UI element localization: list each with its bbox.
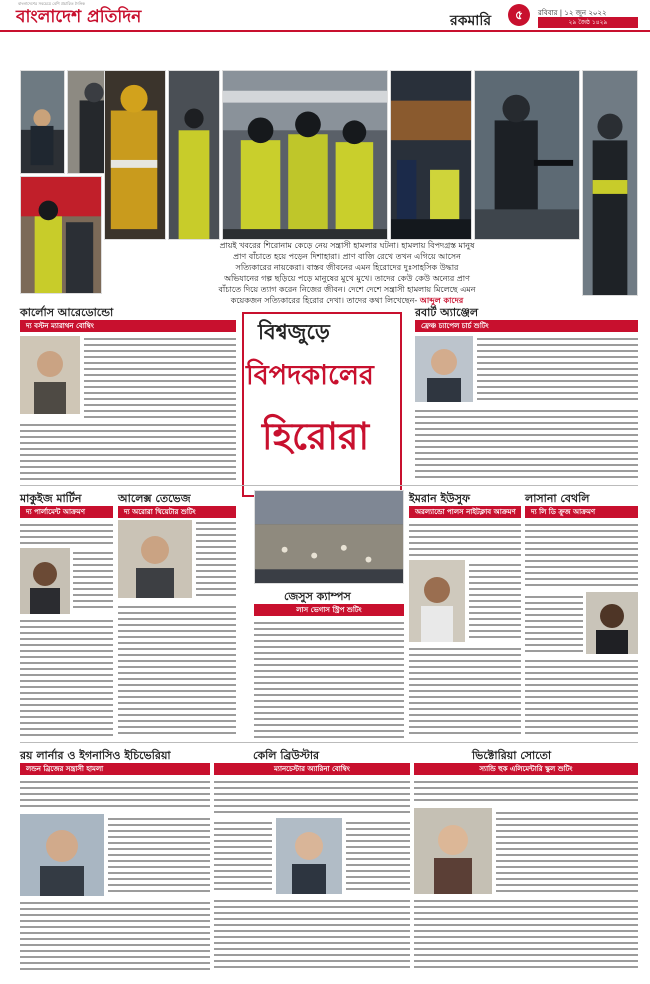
feature-title-line1: বিশ্বজুড়ে xyxy=(258,319,330,344)
caption-body: কেড়ে নেয় সন্ত্রাসী হামলার ঘটনা। হামলায় বিপদগ্রস্ত মানুষ প্রাণ বাঁচাতে হয়ে পড়েন দিশাহারা। প্রাণ বাজি রেখে তখন এগিয়ে আসেন সত্যিকারের নায়কেরা। বাস্তব জীবনের এমন হিরোদের দুঃসাহসিক উদ্ধার অভিযানের গল্প ছড়িয়ে পড়ে মানুষের মুখে মুখে। তাদের কেউ কেউ অন্যের প্রাণ বাঁচাতে দিয়ে ত্যাগ করেন নিজের জীবন। দেশে দেশে সন্ত্রাসী হামলায় মিলেছে এমন কয়েকজন সত্যিকারের হিরোর দেখা। তাদের কথা লিখেছেন- xyxy=(218,241,476,305)
story-event-s3: দ্য পার্লামেন্ট আক্রমণ xyxy=(20,506,113,518)
newspaper-logo: বাংলাদেশ প্রতিদিন xyxy=(16,7,142,27)
story-text-s10-cont xyxy=(414,896,638,974)
photo-city-night xyxy=(390,70,472,240)
story-event-s5: লাস ভেগাস স্ট্রিপ শুটিং xyxy=(254,604,404,616)
story-text-s8 xyxy=(20,777,210,813)
story-event-s7: দ্য লি ডি ক্রুজ আক্রমণ xyxy=(525,506,638,518)
story-event-s9: ম্যানচেস্টার অ্যারিনা বোম্বিং xyxy=(214,763,410,775)
feature-title-line2: বিপদকালের xyxy=(246,360,374,391)
date-line: রবিবার | ১২ জুন ২০২২ xyxy=(538,9,607,17)
caption-byline: আব্দুল কাদের xyxy=(419,296,464,305)
page-number: ৫ xyxy=(508,4,530,26)
story-text-s10-side xyxy=(496,808,638,894)
story-text-s6 xyxy=(409,520,521,558)
intro-caption xyxy=(218,240,476,306)
story-event-s10: স্যান্ডি হুক এলিমেন্টারি স্কুল শুটিং xyxy=(414,763,638,775)
story-text-s8-side xyxy=(108,814,210,896)
portrait-s4 xyxy=(118,520,192,598)
story-name-s6: ইমরান ইউসুফ xyxy=(409,492,471,505)
story-name-s5: জেসুস ক্যাম্পস xyxy=(284,590,351,603)
portrait-s7 xyxy=(586,592,638,654)
story-event-s2: ফ্রেঞ্চ চ্যাপেল চার্চ শুটিং xyxy=(415,320,638,332)
story-text-s3-side xyxy=(73,548,113,614)
portrait-s9 xyxy=(276,818,342,894)
story-text-s7-cont xyxy=(525,656,638,740)
date-bar: ২৯ জৈষ্ঠ ১৪২৯ xyxy=(538,17,638,28)
story-name-s7: লাসানা বেথলি xyxy=(525,492,590,505)
portrait-s2 xyxy=(415,336,473,402)
row-divider-2 xyxy=(20,742,638,743)
portrait-s10 xyxy=(414,808,492,894)
story-text-s6-side xyxy=(469,560,521,642)
section-name: রকমারি xyxy=(450,13,492,29)
story-name-s10: ভিক্টোরিয়া সোতো xyxy=(472,749,552,762)
story-text-s1 xyxy=(84,334,236,418)
story-name-s3: মাকুইজ মার্টিন xyxy=(20,492,82,505)
story-text-s2 xyxy=(477,334,638,404)
story-name-s9: কেলি ব্রিউস্টার xyxy=(253,749,320,762)
story-name-s8: রয় লার্নার ও ইগনাসিও ইচিভেরিয়া xyxy=(20,749,171,762)
photo-police-street xyxy=(168,70,220,240)
photo-police-officers-main xyxy=(222,70,388,240)
story-text-s3-cont xyxy=(20,616,113,740)
photo-armed-police xyxy=(474,70,580,240)
portrait-s8 xyxy=(20,814,104,896)
photo-police-crowd xyxy=(20,70,65,174)
row-divider xyxy=(20,485,638,486)
story-text-s7-side xyxy=(525,592,583,654)
photo-police-cordon xyxy=(20,176,102,294)
masthead xyxy=(0,0,650,32)
caption-lead: প্রায়ই খবরের শিরোনাম xyxy=(219,241,292,250)
photo-police-officer-walking xyxy=(582,70,638,296)
story-name-s4: আলেক্স তেভেজ xyxy=(118,492,191,505)
story-text-s9-left xyxy=(214,818,272,894)
story-text-s4 xyxy=(118,602,236,740)
story-text-s1-cont xyxy=(20,420,236,482)
story-event-s1: দ্য বস্টন ম্যারাথন বোম্বিং xyxy=(20,320,236,332)
masthead-tagline: বাংলাদেশের সবচেয়ে বেশি প্রচারিত দৈনিক xyxy=(18,1,85,6)
portrait-s3 xyxy=(20,548,70,614)
story-text-s3 xyxy=(20,520,113,548)
photo-las-vegas-scene xyxy=(254,490,404,584)
feature-title-line3: হিরোরা xyxy=(262,414,370,458)
story-text-s6-cont xyxy=(409,644,521,740)
story-text-s4-side xyxy=(196,518,236,600)
portrait-s1 xyxy=(20,336,80,414)
story-text-s9-right xyxy=(346,818,410,894)
story-event-s8: লন্ডন ব্রিজের সন্ত্রাসী হামলা xyxy=(20,763,210,775)
story-name-s1: কার্লোস আরেডোন্ডো xyxy=(20,306,114,319)
story-text-s8-cont xyxy=(20,898,210,974)
story-event-s4: দ্য অরোরা থিয়েটার শুটিং xyxy=(118,506,236,518)
story-text-s5 xyxy=(254,618,404,740)
story-text-s9-cont xyxy=(214,896,410,974)
story-event-s6: অরল্যান্ডো পালস নাইটক্লাব আক্রমণ xyxy=(409,506,521,518)
photo-firefighter xyxy=(104,70,166,240)
story-text-s2-cont xyxy=(415,406,638,482)
story-name-s2: রবার্ট অ্যাঞ্জেল xyxy=(415,306,479,319)
portrait-s6 xyxy=(409,560,465,642)
story-text-s10 xyxy=(414,777,638,807)
story-text-s7 xyxy=(525,520,638,590)
story-text-s9 xyxy=(214,777,410,817)
